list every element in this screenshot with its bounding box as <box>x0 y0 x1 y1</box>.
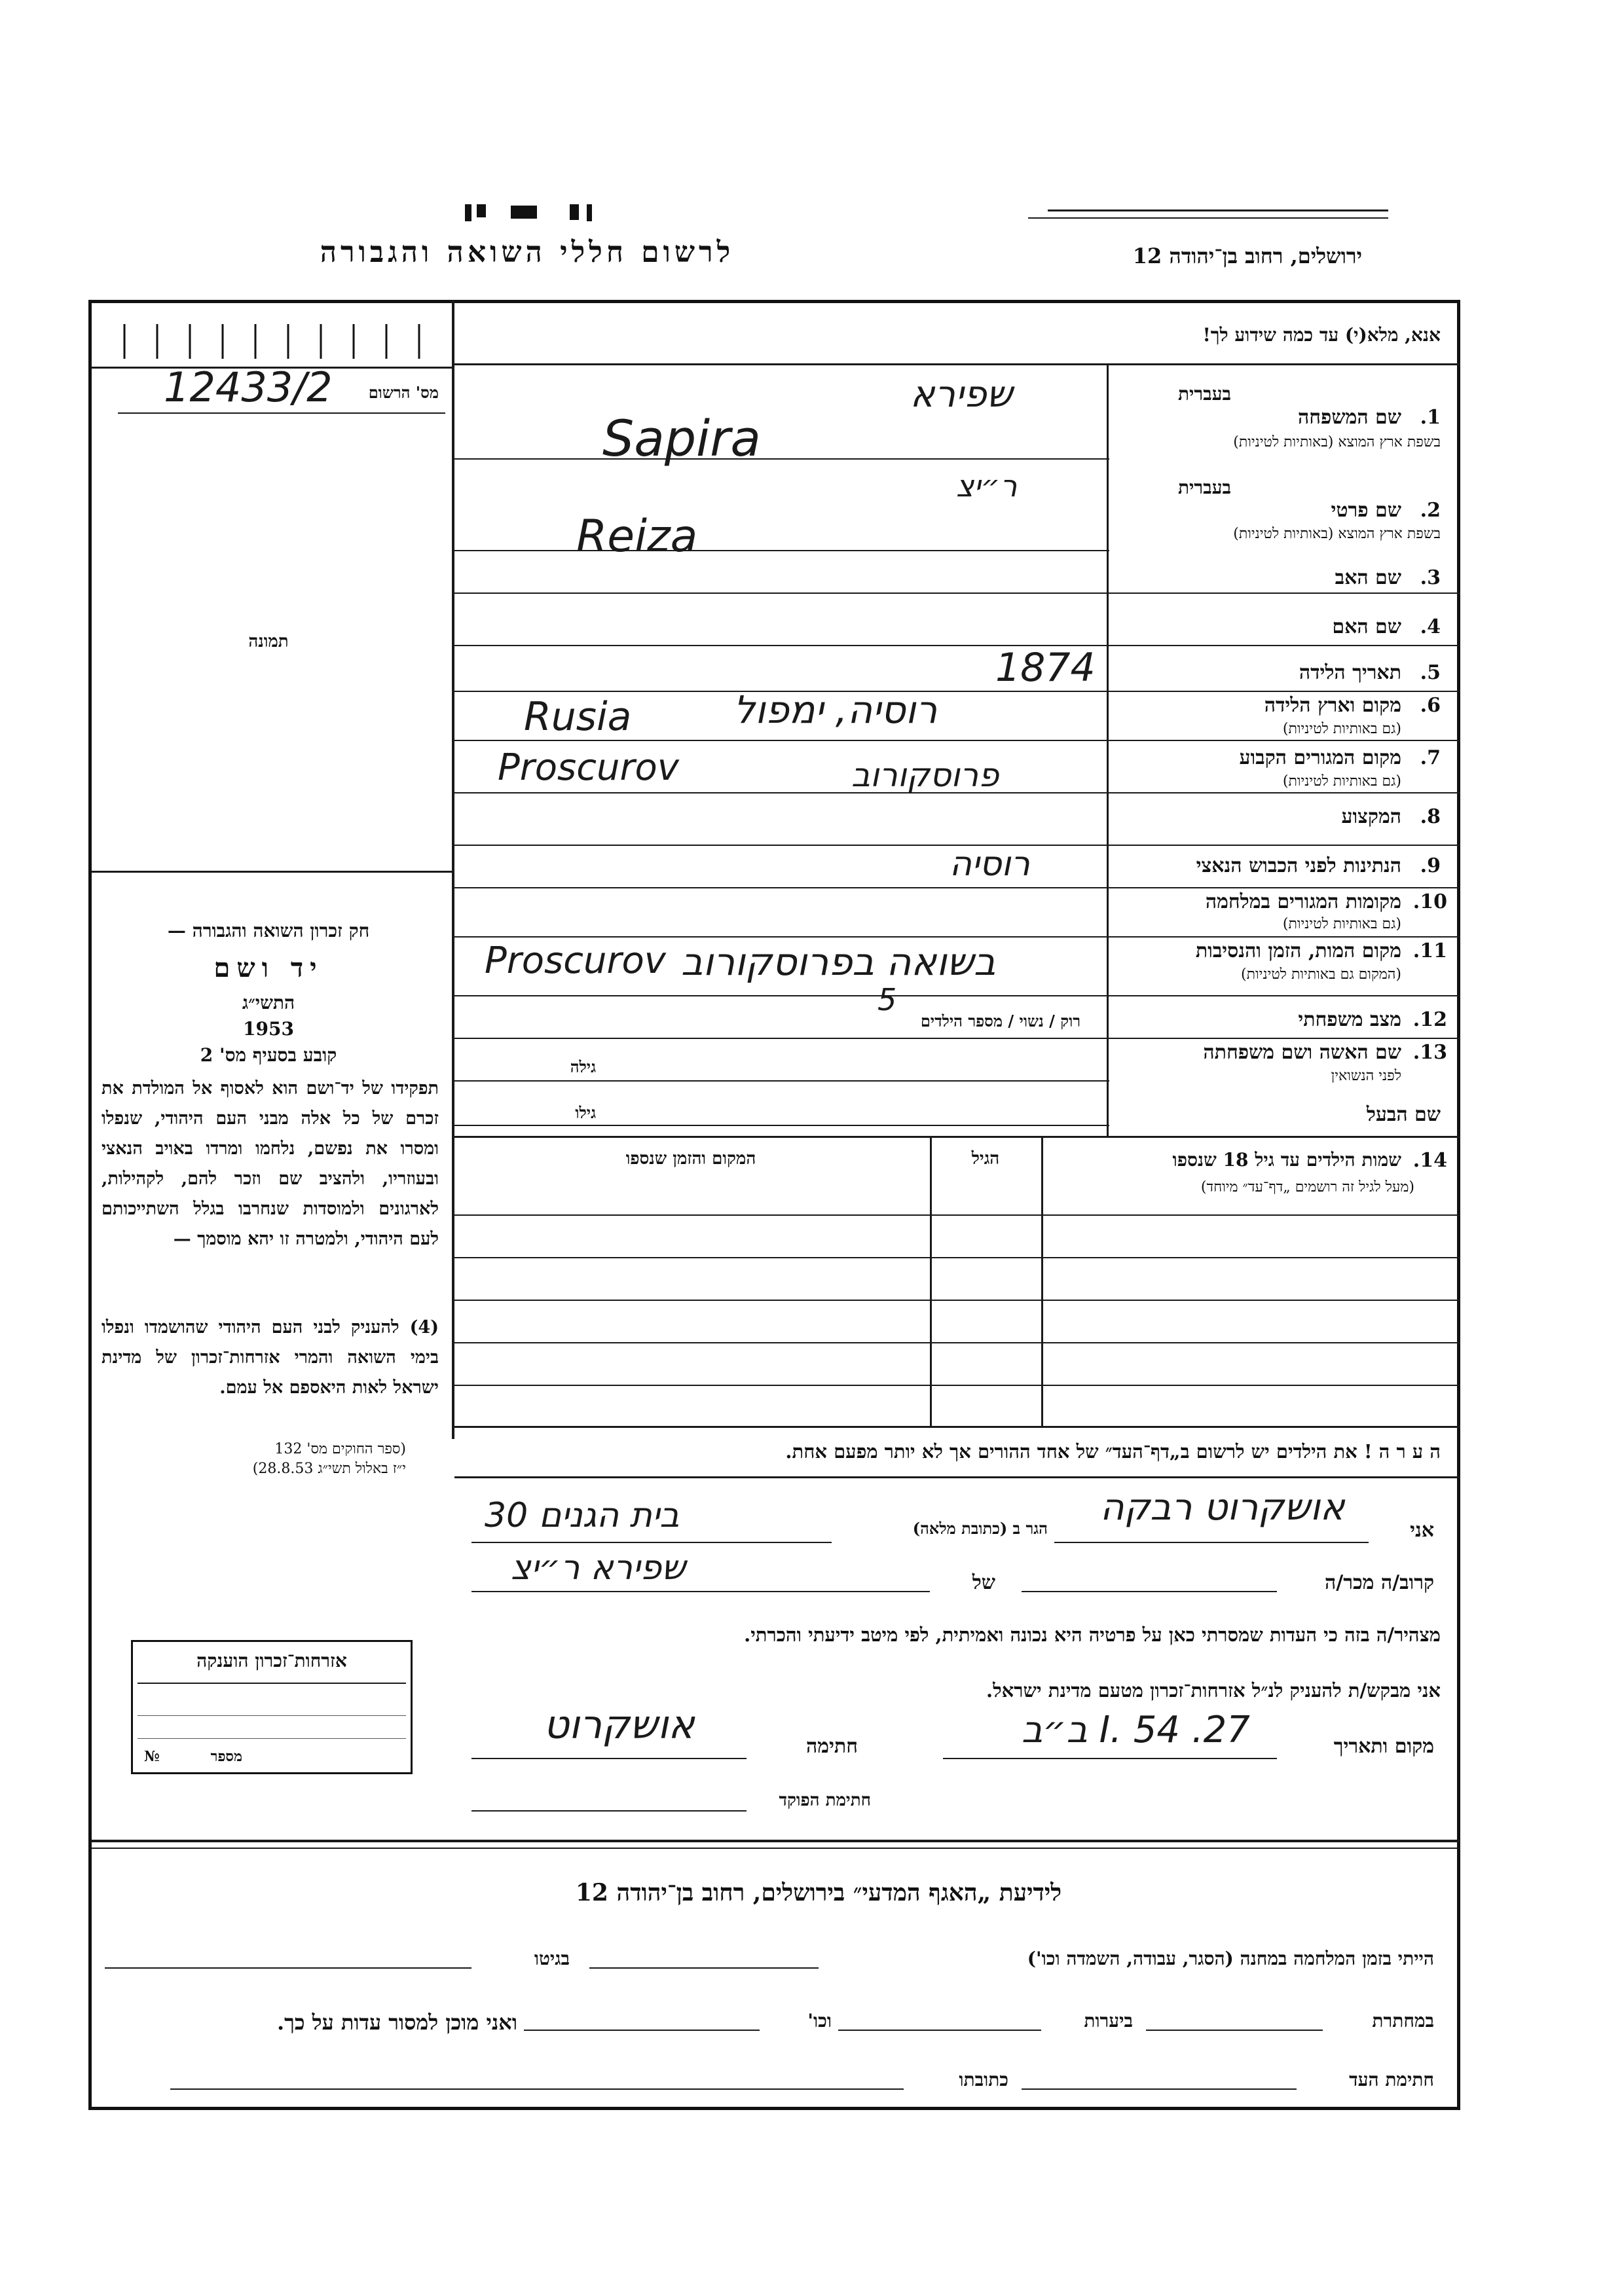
field-10-number: 10. <box>1412 890 1447 913</box>
field-11-value: בשואה בפרוסקורוב <box>681 939 996 984</box>
children-label: שמות הילדים עד גיל 18 שנספו <box>1172 1149 1401 1171</box>
field-1-label: שם המשפחה <box>1297 406 1401 429</box>
field-1-number: 1. <box>1420 406 1441 429</box>
field-7-label: מקום המגורים הקבוע <box>1239 746 1401 769</box>
sidebar-year-heb: התשי״ג <box>242 992 295 1013</box>
relative-label: קרוב/ה מכר/ה <box>1325 1571 1434 1594</box>
field-1-value-latin: Sapira <box>602 409 761 467</box>
field-9-value: רוסיה <box>950 845 1030 884</box>
field-10-label: מקומות המגורים במלחמה <box>1205 890 1401 913</box>
field-9-label: הנתינות לפני הכבוש הנאצי <box>1196 854 1401 877</box>
declarant-me-label: אני <box>1410 1519 1434 1542</box>
field-12-value: 5 <box>877 982 897 1017</box>
field-10-sub: (גם באותיות לטיניות) <box>1282 916 1401 932</box>
citizenship-title: אזרחות־זכרון הוענקה <box>196 1650 347 1671</box>
hebrew-label-2: בעברית <box>1177 477 1231 498</box>
field-5-label: תאריך הלידה <box>1299 661 1401 684</box>
field-5-value: 1874 <box>995 645 1096 691</box>
register-number-label: מס' הרשום <box>368 383 439 402</box>
sidebar-law-title: חק זכרון השואה והגבורה — <box>167 920 370 941</box>
place-date-value: 27. I. 54 ב״ב <box>1022 1709 1250 1751</box>
field-8-number: 8. <box>1420 805 1441 828</box>
bottom-line1-b: בגיטו <box>534 1948 570 1969</box>
note-text: ה ע ר ה ! את הילדים יש לרשום ב„דף־העד״ של אחד ההורים אך לא יותר מפעם אחת. <box>785 1440 1441 1463</box>
field-11-label: מקום המות, הזמן והנסיבות <box>1195 939 1401 962</box>
bottom-line3-a: חתימת העד <box>1349 2069 1434 2090</box>
field-4-number: 4. <box>1420 615 1441 638</box>
signature-label: חתימה <box>806 1735 858 1758</box>
sidebar-yad-vashem: יד ושם <box>213 953 323 983</box>
field-6-number: 6. <box>1420 694 1441 717</box>
photo-label: תמונה <box>248 632 289 651</box>
children-sub: (מעל לגיל זה רושמים „דף־עד״ מיוחד) <box>1200 1179 1414 1195</box>
field-12-label: מצב משפחתי <box>1298 1008 1401 1031</box>
field-7-value-latin: Proscurov <box>498 746 679 789</box>
field-3-label: שם האב <box>1335 566 1401 589</box>
children-number: 14. <box>1412 1149 1447 1172</box>
declaration-text: מצהיר/ה בזה כי העדות שמסרתי כאן על פרטיה היא נכונה ואמיתית, לפי מיטב ידיעתי והכרתי. <box>744 1624 1441 1646</box>
official-signature-label: חתימת הפוקד <box>779 1791 871 1810</box>
field-12-options: רוק / נשוי / מספר הילדים <box>920 1011 1080 1030</box>
field-5-number: 5. <box>1420 661 1441 684</box>
declarant-name: אושקרוט רבקה <box>1100 1486 1345 1529</box>
field-2-sub: בשפת ארץ המוצא (באותיות לטיניות) <box>1233 526 1441 542</box>
hebrew-label-1: בעברית <box>1177 383 1231 405</box>
bottom-title: לידיעת „האגף המדעי״ בירושלים, רחוב בן־יהודה 12 <box>575 1879 1062 1906</box>
field-11-number: 11. <box>1412 939 1447 962</box>
field-2-label: שם פרטי <box>1331 499 1401 522</box>
citizenship-no-short: № <box>144 1748 160 1765</box>
bottom-line2-c: וכו' <box>807 2010 832 2032</box>
sidebar-body-2: (4) להעניק לבני העם היהודי שהושמדו ונפלו בימי השואה והמרי אזרחות־זכרון של מדינת ישראל לאות היאספם אל עמם. <box>101 1317 439 1398</box>
sidebar-source-2: י״ז באלול תשי״ג 28.8.53) <box>252 1461 406 1477</box>
field-6-value-latin: Rusia <box>524 694 632 740</box>
sidebar-section: קובע בסעיף מס' 2 <box>200 1044 337 1066</box>
yad-vashem-logo <box>439 196 635 229</box>
field-2-value-hebrew: ר״יצ <box>956 468 1018 503</box>
field-13-number: 13. <box>1412 1041 1447 1064</box>
field-7-number: 7. <box>1420 746 1441 769</box>
field-6-label: מקום וארץ הלידה <box>1264 694 1401 717</box>
field-12-number: 12. <box>1412 1008 1447 1031</box>
relative-value: שפירא ר״יצ <box>511 1548 686 1588</box>
declarant-resides-label: הגר ב (כתובת מלאה) <box>912 1519 1048 1538</box>
field-2-value-latin: Reiza <box>576 511 698 562</box>
field-6-value: רוסיה, ימפול <box>733 687 938 732</box>
header-address: ירושלים, רחוב בן־יהודה 12 <box>1132 244 1362 268</box>
bottom-line2-a: במחתרת <box>1372 2010 1434 2032</box>
field-8-label: המקצוע <box>1341 805 1401 828</box>
field-2-number: 2. <box>1420 499 1441 522</box>
sidebar-year: 1953 <box>243 1018 294 1040</box>
field-7-sub: (גם באותיות לטיניות) <box>1282 773 1401 790</box>
field-11-sub: (המקום גם באותיות לטיניות) <box>1241 966 1401 983</box>
children-place-header: המקום והזמן שנספו <box>625 1149 756 1169</box>
field-6-sub: (גם באותיות לטיניות) <box>1282 721 1401 737</box>
sidebar-source: (ספר החוקים מס' 132 <box>274 1441 406 1457</box>
field-9-number: 9. <box>1420 854 1441 877</box>
form-title: לרשום חללי השואה והגבורה <box>320 236 735 269</box>
declarant-address: בית הגנים 30 <box>485 1496 680 1535</box>
bottom-line3-b: כתובתו <box>959 2069 1008 2090</box>
register-ticks <box>111 321 439 360</box>
sidebar-body: תפקידו של יד־ושם הוא לאסוף אל המולדת את זכרם של כל אלה מבני העם היהודי, שנפלו ומסרו את נפשם, נלחמו ומרדו באויב הנאצי ובעוזריו, ולהציב שם וזכר להם, לקהילות, לארגונים ולמוסדות שנחרבו בגלל השתייכותם לעם היהודי, ולמטרה זו יהא מוסמך — <box>101 1078 439 1249</box>
field-13-label: שם האשה ושם משפחתה <box>1203 1041 1401 1064</box>
register-number-value: 12433/2 <box>164 363 333 411</box>
field-4-label: שם האם <box>1332 615 1401 638</box>
citizenship-no-label: מספר <box>210 1748 242 1765</box>
place-date-label: מקום ותאריך <box>1333 1735 1434 1758</box>
field-11-value-latin: Proscurov <box>485 939 666 982</box>
husband-age-label: גילו <box>575 1103 596 1122</box>
of-label: של <box>972 1571 995 1594</box>
field-3-number: 3. <box>1420 566 1441 589</box>
intro-text: אנא, מלא(י) עד כמה שידוע לך! <box>1202 324 1441 346</box>
logo-glyph-icon <box>439 196 635 229</box>
husband-label: שם הבעל <box>1366 1103 1441 1126</box>
bottom-line2-d: ואני מוכן למסור עדות על כך. <box>276 2010 517 2035</box>
bottom-line1-a: הייתי בזמן המלחמה במחנה (הסגר, עבודה, השמדה וכו') <box>1027 1948 1434 1969</box>
field-13-age-label: גילה <box>570 1057 596 1076</box>
bottom-line2-b: ביערות <box>1084 2010 1133 2032</box>
field-1-value-hebrew: שפירא <box>910 373 1013 416</box>
field-1-sub: בשפת ארץ המוצא (באותיות לטיניות) <box>1233 434 1441 450</box>
field-7-value: פרוסקורוב <box>851 756 999 794</box>
signature-value: אושקרוט <box>544 1702 695 1748</box>
request-text: אני מבקש/ת להעניק לנ״ל אזרחות־זכרון מטעם מדינת ישראל. <box>986 1679 1441 1702</box>
children-age-header: הגיל <box>971 1149 1000 1169</box>
field-13-sub: לפני הנשואין <box>1331 1068 1401 1084</box>
